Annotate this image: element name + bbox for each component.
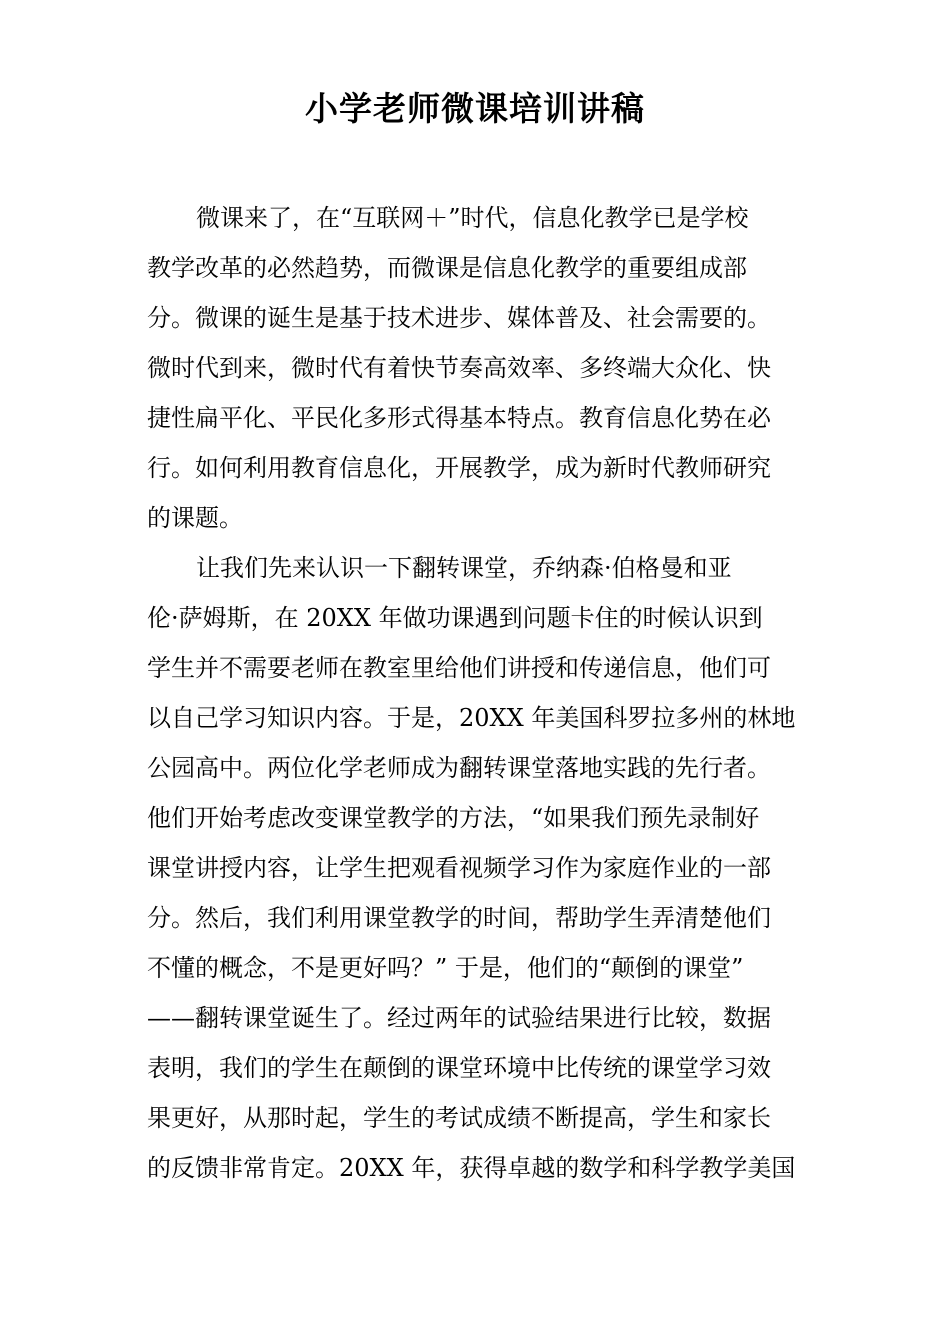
- paragraph-1-line-6: 行。如何利用教育信息化，开展教学，成为新时代教师研究: [147, 454, 771, 482]
- paragraph-1-line-5: 捷性扁平化、平民化多形式得基本特点。教育信息化势在必: [147, 404, 771, 432]
- paragraph-1-line-1: 微课来了，在“互联网＋”时代，信息化教学已是学校: [196, 204, 749, 232]
- paragraph-2-line-3: 学生并不需要老师在教室里给他们讲授和传递信息，他们可: [147, 654, 771, 682]
- paragraph-2-line-8: 分。然后，我们利用课堂教学的时间，帮助学生弄清楚他们: [147, 904, 771, 932]
- paragraph-2-line-4: 以自己学习知识内容。于是，20XX 年美国科罗拉多州的林地: [147, 704, 796, 732]
- paragraph-2-line-11: 表明，我们的学生在颠倒的课堂环境中比传统的课堂学习效: [147, 1054, 771, 1082]
- paragraph-1-line-7: 的课题。: [147, 504, 243, 532]
- paragraph-2-line-9: 不懂的概念，不是更好吗？” 于是，他们的“颠倒的课堂”: [147, 954, 744, 982]
- paragraph-2-line-12: 果更好，从那时起，学生的考试成绩不断提高，学生和家长: [147, 1104, 771, 1132]
- paragraph-2-line-7: 课堂讲授内容，让学生把观看视频学习作为家庭作业的一部: [147, 854, 771, 882]
- paragraph-2-line-14: [147, 1193, 807, 1243]
- paragraph-2-line-2: 伦·萨姆斯，在 20XX 年做功课遇到问题卡住的时候认识到: [147, 604, 763, 632]
- paragraph-2-line-6: 他们开始考虑改变课堂教学的方法，“如果我们预先录制好: [147, 804, 760, 832]
- paragraph-2-line-13: 的反馈非常肯定。20XX 年，获得卓越的数学和科学教学美国: [147, 1154, 796, 1182]
- paragraph-1-line-3: 分。微课的诞生是基于技术进步、媒体普及、社会需要的。: [147, 304, 771, 332]
- paragraph-2-line-10: ——翻转课堂诞生了。经过两年的试验结果进行比较，数据: [147, 1004, 771, 1032]
- paragraph-1-line-4: 微时代到来，微时代有着快节奏高效率、多终端大众化、快: [147, 354, 771, 382]
- paragraph-1-line-2: 教学改革的必然趋势，而微课是信息化教学的重要组成部: [147, 254, 747, 282]
- document-title: 小学老师微课培训讲稿: [305, 89, 645, 128]
- paragraph-2-line-1: 让我们先来认识一下翻转课堂，乔纳森·伯格曼和亚: [196, 554, 732, 582]
- paragraph-2-line-5: 公园高中。两位化学老师成为翻转课堂落地实践的先行者。: [147, 754, 771, 782]
- document-body: [147, 193, 807, 1243]
